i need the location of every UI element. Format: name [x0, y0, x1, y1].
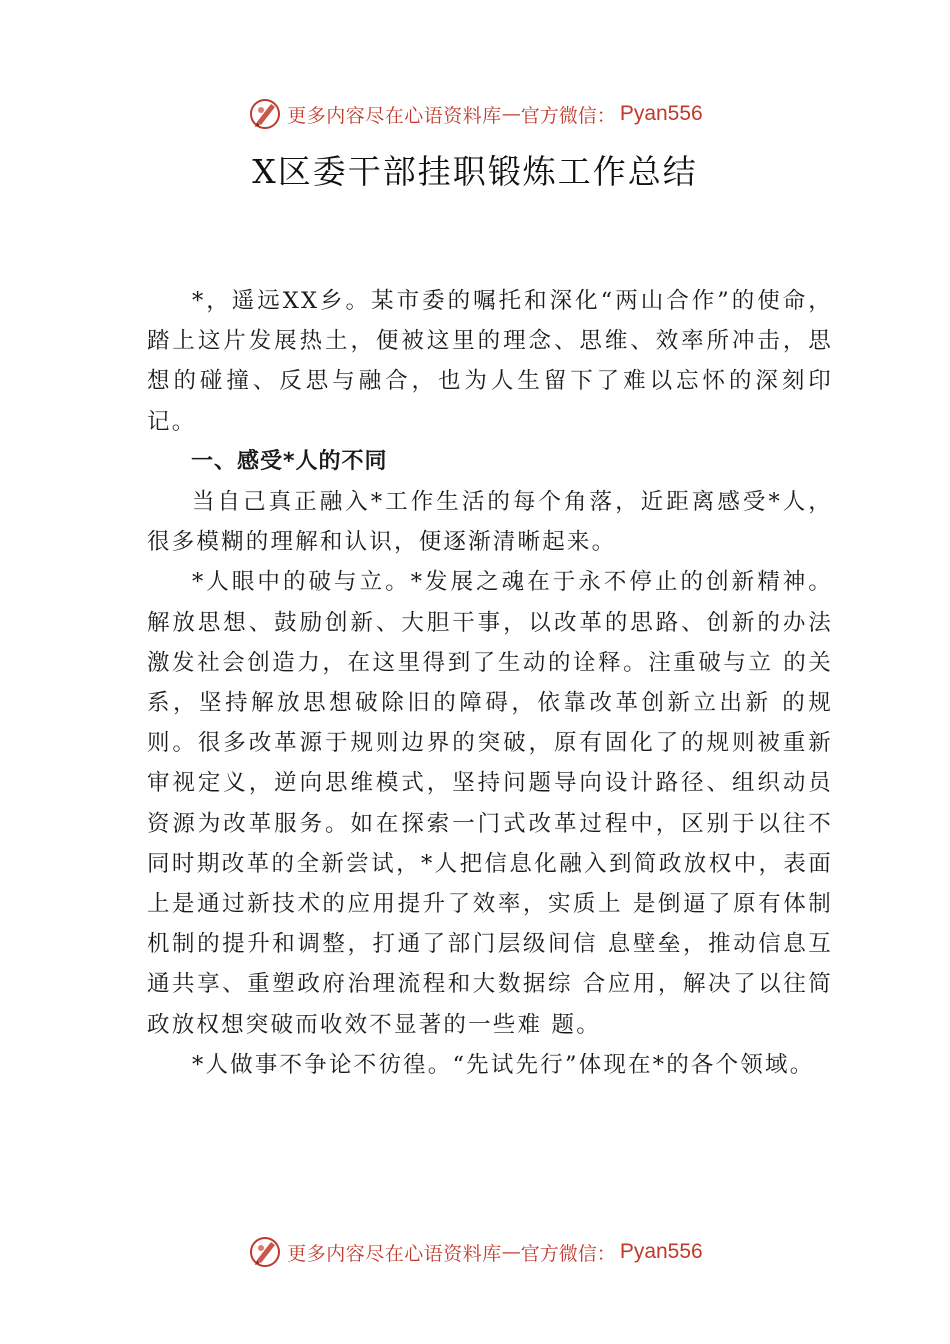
banner-text: 更多内容尽在心语资料库: [287, 1242, 502, 1265]
paragraph-intro: *，遥远XX乡。某市委的嘱托和深化“两山合作”的使命，踏上这片发展热土，便被这里的理念、思维、效率所冲击，思想的碰撞、反思与融合，也为人生留下了难以忘怀的深刻印记。: [147, 288, 833, 435]
paragraph: *人眼中的破与立。*发展之魂在于永不停止的创新精神。解放思想、鼓励创新、大胆干事，以改革的思路、创新的办法激发社会创造力，在这里得到了生动的诠释。注重破与立 的关系，坚持解放思想破除旧的障碍，依靠改革创新立出新 的规则。很多改革源于规则边界的突破，原有固化了的规则被重新审视定义，逆向思维模式，坚持问题导向设计路径、组织动员资源为改革服务。如在探索一门式改革过程中，区别于以往不同时期改革的全新尝试，*人把信息化融入到简政放权中，表面上是通过新技术的应用提升了效率，实质上 是倒逼了原有体制机制的提升和调整，打通了部门层级间信 息壁垒，推动信息互通共享、重塑政府治理流程和大数据综 合应用，解决了以往简政放权想突破而收效不显著的一些难 题。: [147, 569, 833, 1038]
banner-wechat-id: Pyan556: [619, 1240, 703, 1263]
paragraph: *人做事不争论不彷徨。“先试先行”体现在*的各个领域。: [192, 1051, 815, 1078]
watermark-banner-bottom: [0, 1232, 950, 1272]
banner-separator: —: [501, 1241, 521, 1263]
banner-wechat-label: 官方微信：: [520, 104, 616, 127]
banner-wechat-id: Pyan556: [619, 102, 703, 125]
watermark-banner-top: [0, 94, 950, 134]
banner-wechat-label: 官方微信：: [520, 1242, 616, 1265]
paragraph: 当自己真正融入*工作生活的每个角落，近距离感受*人，很多模糊的理解和认识，便逐渐清晰起来。: [147, 489, 833, 556]
banner-separator: —: [501, 103, 521, 125]
pen-logo-icon: [247, 1234, 283, 1270]
document-body: [147, 281, 833, 1085]
section-heading: 一、感受*人的不同: [191, 448, 388, 474]
pen-logo-icon: [247, 96, 283, 132]
banner-text: 更多内容尽在心语资料库: [287, 104, 502, 127]
page-title: X区委干部挂职锻炼工作总结: [252, 152, 698, 191]
